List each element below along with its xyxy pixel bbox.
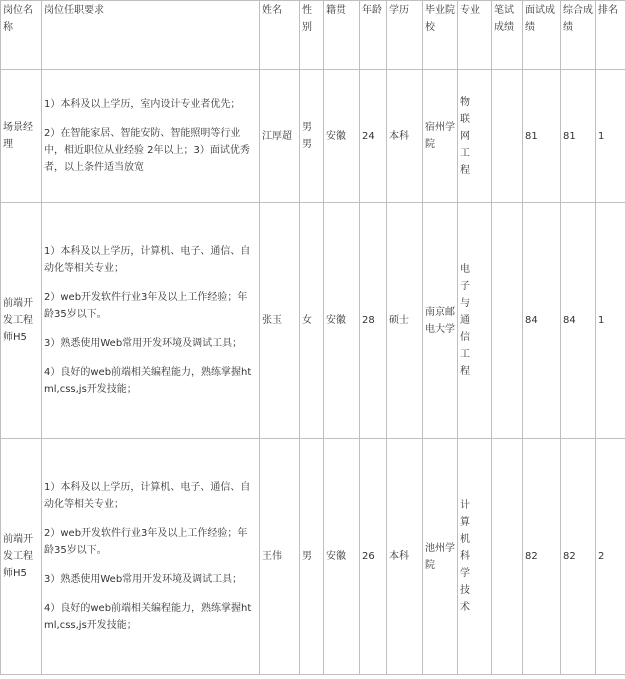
header-interview-score: 面试成绩 <box>523 1 561 70</box>
cell-name: 王伟 <box>260 439 300 675</box>
requirement-line: 4）良好的web前端相关编程能力，熟练掌握html,css,js开发技能； <box>44 603 252 631</box>
cell-requirements <box>42 439 260 675</box>
requirement-line: 1）本科及以上学历，计算机、电子、通信、自动化等相关专业； <box>44 246 251 274</box>
cell-school: 宿州学院 <box>423 70 458 203</box>
cell-origin: 安徽 <box>324 70 360 203</box>
cell-major: 计算机科学技术 <box>458 439 492 675</box>
cell-requirements <box>42 203 260 439</box>
cell-name: 张玉 <box>260 203 300 439</box>
header-major: 专业 <box>458 1 492 70</box>
cell-age: 26 <box>360 439 387 675</box>
table-row <box>1 203 625 439</box>
cell-total-score: 84 <box>561 203 596 439</box>
requirement-line: 3）熟悉使用Web常用开发环境及调试工具； <box>44 574 243 585</box>
header-written-score: 笔试成绩 <box>492 1 523 70</box>
cell-school: 池州学院 <box>423 439 458 675</box>
cell-gender: 男 <box>300 439 324 675</box>
header-name: 姓名 <box>260 1 300 70</box>
cell-origin: 安徽 <box>324 439 360 675</box>
cell-interview-score: 82 <box>523 439 561 675</box>
cell-total-score: 82 <box>561 439 596 675</box>
header-rank: 排名 <box>596 1 625 70</box>
cell-major: 电子与通信工程 <box>458 203 492 439</box>
cell-interview-score: 81 <box>523 70 561 203</box>
header-school: 毕业院校 <box>423 1 458 70</box>
requirement-line: 2）web开发软件行业3年及以上工作经验；年龄35岁以下。 <box>44 292 248 320</box>
cell-rank: 1 <box>596 70 625 203</box>
cell-interview-score: 84 <box>523 203 561 439</box>
header-total-score: 综合成绩 <box>561 1 596 70</box>
requirement-line: 1）本科及以上学历，室内设计专业者优先； <box>44 99 241 110</box>
cell-rank: 1 <box>596 203 625 439</box>
cell-position: 场景经理 <box>1 70 42 203</box>
cell-position: 前端开发工程师H5 <box>1 439 42 675</box>
header-origin: 籍贯 <box>324 1 360 70</box>
table-row <box>1 439 625 675</box>
requirement-line: 2）web开发软件行业3年及以上工作经验；年龄35岁以下。 <box>44 528 248 556</box>
cell-written-score <box>492 70 523 203</box>
cell-name: 江厚超 <box>260 70 300 203</box>
cell-requirements <box>42 70 260 203</box>
cell-school: 南京邮电大学 <box>423 203 458 439</box>
cell-major: 物联网工程 <box>458 70 492 203</box>
cell-position: 前端开发工程师H5 <box>1 203 42 439</box>
cell-education: 硕士 <box>387 203 423 439</box>
cell-total-score: 81 <box>561 70 596 203</box>
header-requirements: 岗位任职要求 <box>42 1 260 70</box>
header-row <box>1 1 625 70</box>
cell-education: 本科 <box>387 70 423 203</box>
requirement-line: 1）本科及以上学历，计算机、电子、通信、自动化等相关专业； <box>44 482 251 510</box>
header-position: 岗位名称 <box>1 1 42 70</box>
cell-education: 本科 <box>387 439 423 675</box>
requirement-line: 3）熟悉使用Web常用开发环境及调试工具； <box>44 338 243 349</box>
requirement-line: 2）在智能家居、智能安防、智能照明等行业中，相近职位从业经验 2年以上；3）面试优秀者，以上条件适当放宽 <box>44 128 250 173</box>
header-education: 学历 <box>387 1 423 70</box>
cell-origin: 安徽 <box>324 203 360 439</box>
cell-written-score <box>492 439 523 675</box>
table-row <box>1 70 625 203</box>
cell-age: 24 <box>360 70 387 203</box>
cell-rank: 2 <box>596 439 625 675</box>
header-gender: 性别 <box>300 1 324 70</box>
header-age: 年龄 <box>360 1 387 70</box>
cell-gender: 男男 <box>300 70 324 203</box>
cell-age: 28 <box>360 203 387 439</box>
cell-gender: 女 <box>300 203 324 439</box>
requirement-line: 4）良好的web前端相关编程能力，熟练掌握html,css,js开发技能； <box>44 367 252 395</box>
cell-written-score <box>492 203 523 439</box>
